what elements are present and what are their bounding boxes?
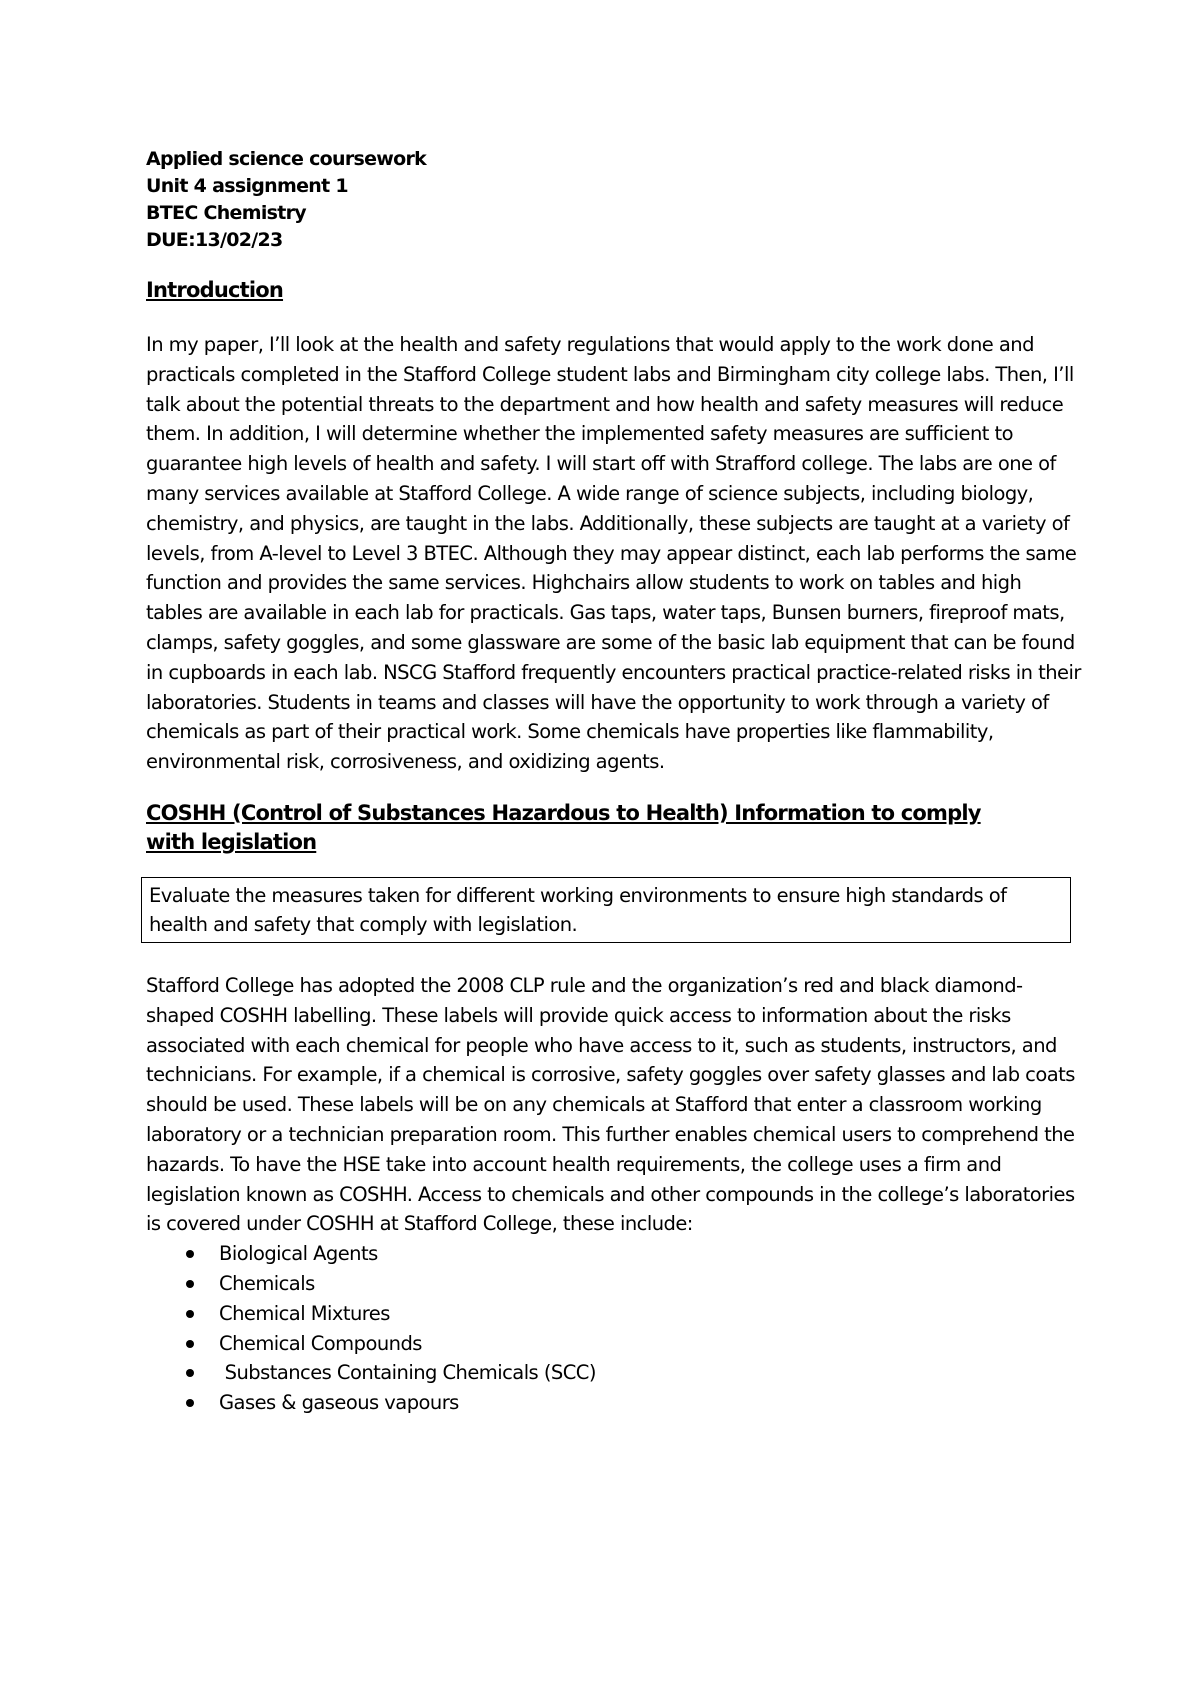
list-item-text: Gases & gaseous vapours	[219, 1391, 459, 1415]
list-item	[146, 1239, 1082, 1269]
bullet-icon	[186, 1340, 194, 1348]
assessment-criteria-box: Evaluate the measures taken for different working environments to ensure high standards of health and safety that comply with legislation.	[141, 877, 1071, 943]
due-date: DUE:13/02/23	[146, 229, 283, 251]
bullet-icon	[186, 1399, 194, 1407]
list-item	[146, 1269, 1082, 1299]
document-body	[146, 146, 1082, 1418]
subject-title: BTEC Chemistry	[146, 202, 306, 224]
list-item-text: Chemical Compounds	[219, 1331, 422, 1355]
list-item-text: Biological Agents	[219, 1242, 378, 1266]
list-item	[146, 1299, 1082, 1329]
coshh-substances-list	[146, 1239, 1082, 1418]
document-header	[146, 146, 1082, 254]
introduction-paragraph: In my paper, I’ll look at the health and safety regulations that would apply to the work done and practicals completed in the Stafford College student labs and Birmingham city college labs. Then, I’ll talk about the potential threats to the department and how health and safety measures will reduce them. In addition, I will determine whether the implemented safety measures are sufficient to guarantee high levels of health and safety. I will start off with Strafford college. The labs are one of many services available at Stafford College. A wide range of science subjects, including biology, chemistry, and physics, are taught in the labs. Additionally, these subjects are taught at a variety of levels, from A-level to Level 3 BTEC. Although they may appear distinct, each lab performs the same function and provides the same services. Highchairs allow students to work on tables and high tables are available in each lab for practicals. Gas taps, water taps, Bunsen burners, fireproof mats, clamps, safety goggles, and some glassware are some of the basic lab equipment that can be found in cupboards in each lab. NSCG Stafford frequently encounters practical practice-related risks in their laboratories. Students in teams and classes will have the opportunity to work through a variety of chemicals as part of their practical work. Some chemicals have properties like flammability, environmental risk, corrosiveness, and oxidizing agents.	[146, 333, 1081, 774]
bullet-icon	[186, 1250, 194, 1258]
list-item-text: Chemical Mixtures	[219, 1301, 390, 1325]
assignment-title: Unit 4 assignment 1	[146, 175, 348, 197]
list-item	[146, 1329, 1082, 1359]
coshh-paragraph: Stafford College has adopted the 2008 CLP rule and the organization’s red and black diamond-shaped COSHH labelling. These labels will provide quick access to information about the risks associated with each chemical for people who have access to it, such as students, instructors, and technicians. For example, if a chemical is corrosive, safety goggles over safety glasses and lab coats should be used. These labels will be on any chemicals at Stafford that enter a classroom working laboratory or a technician preparation room. This further enables chemical users to comprehend the hazards. To have the HSE take into account health requirements, the college uses a firm and legislation known as COSHH. Access to chemicals and other compounds in the college’s laboratories is covered under COSHH at Stafford College, these include:	[146, 973, 1075, 1236]
list-item	[146, 1388, 1082, 1418]
bullet-icon	[186, 1369, 194, 1377]
list-item-text: Substances Containing Chemicals (SCC)	[219, 1361, 596, 1385]
list-item-text: Chemicals	[219, 1271, 315, 1295]
bullet-icon	[186, 1310, 194, 1318]
bullet-icon	[186, 1280, 194, 1288]
introduction-heading: Introduction	[146, 278, 284, 302]
course-title: Applied science coursework	[146, 148, 427, 170]
coshh-heading: COSHH (Control of Substances Hazardous to Health) Information to comply with legislation	[146, 800, 981, 854]
list-item	[146, 1358, 1082, 1388]
